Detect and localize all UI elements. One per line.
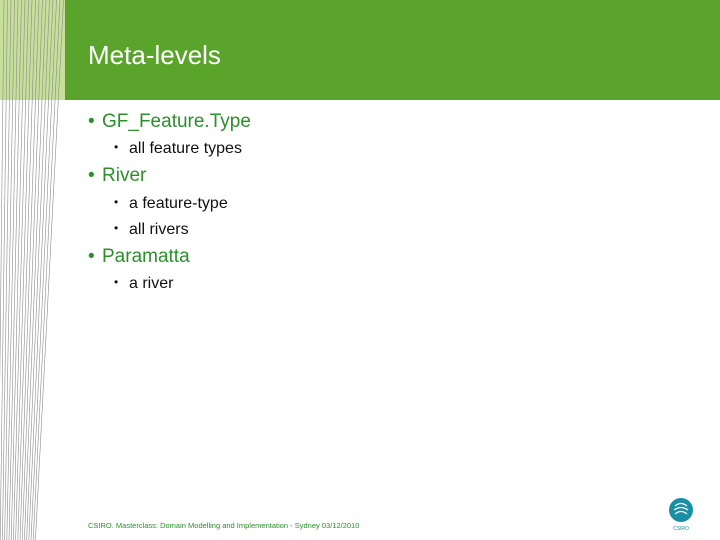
footer-text: CSIRO. Masterclass: Domain Modelling and Implementation - Sydney 03/12/2010 xyxy=(88,521,360,530)
bullet-dot-icon: • xyxy=(114,275,119,289)
bullet-item: • Paramatta xyxy=(88,246,190,267)
sub-bullet-item: • a river xyxy=(114,275,174,292)
sub-bullet-item: • all rivers xyxy=(114,221,189,238)
sub-bullet-item: • a feature-type xyxy=(114,195,228,212)
bullet-dot-icon: • xyxy=(88,111,95,132)
bullet-item: • GF_Feature.Type xyxy=(88,111,251,132)
bullet-dot-icon: • xyxy=(114,221,119,235)
svg-text:CSIRO: CSIRO xyxy=(673,526,689,532)
csiro-logo-icon xyxy=(666,497,696,533)
bullet-dot-icon: • xyxy=(114,195,119,209)
sub-bullet-item: • all feature types xyxy=(114,140,242,157)
bullet-item: • River xyxy=(88,165,147,186)
bullet-dot-icon: • xyxy=(88,246,95,267)
slide-title: Meta-levels xyxy=(88,40,221,70)
bullet-dot-icon: • xyxy=(88,165,95,186)
bullet-dot-icon: • xyxy=(114,140,119,154)
